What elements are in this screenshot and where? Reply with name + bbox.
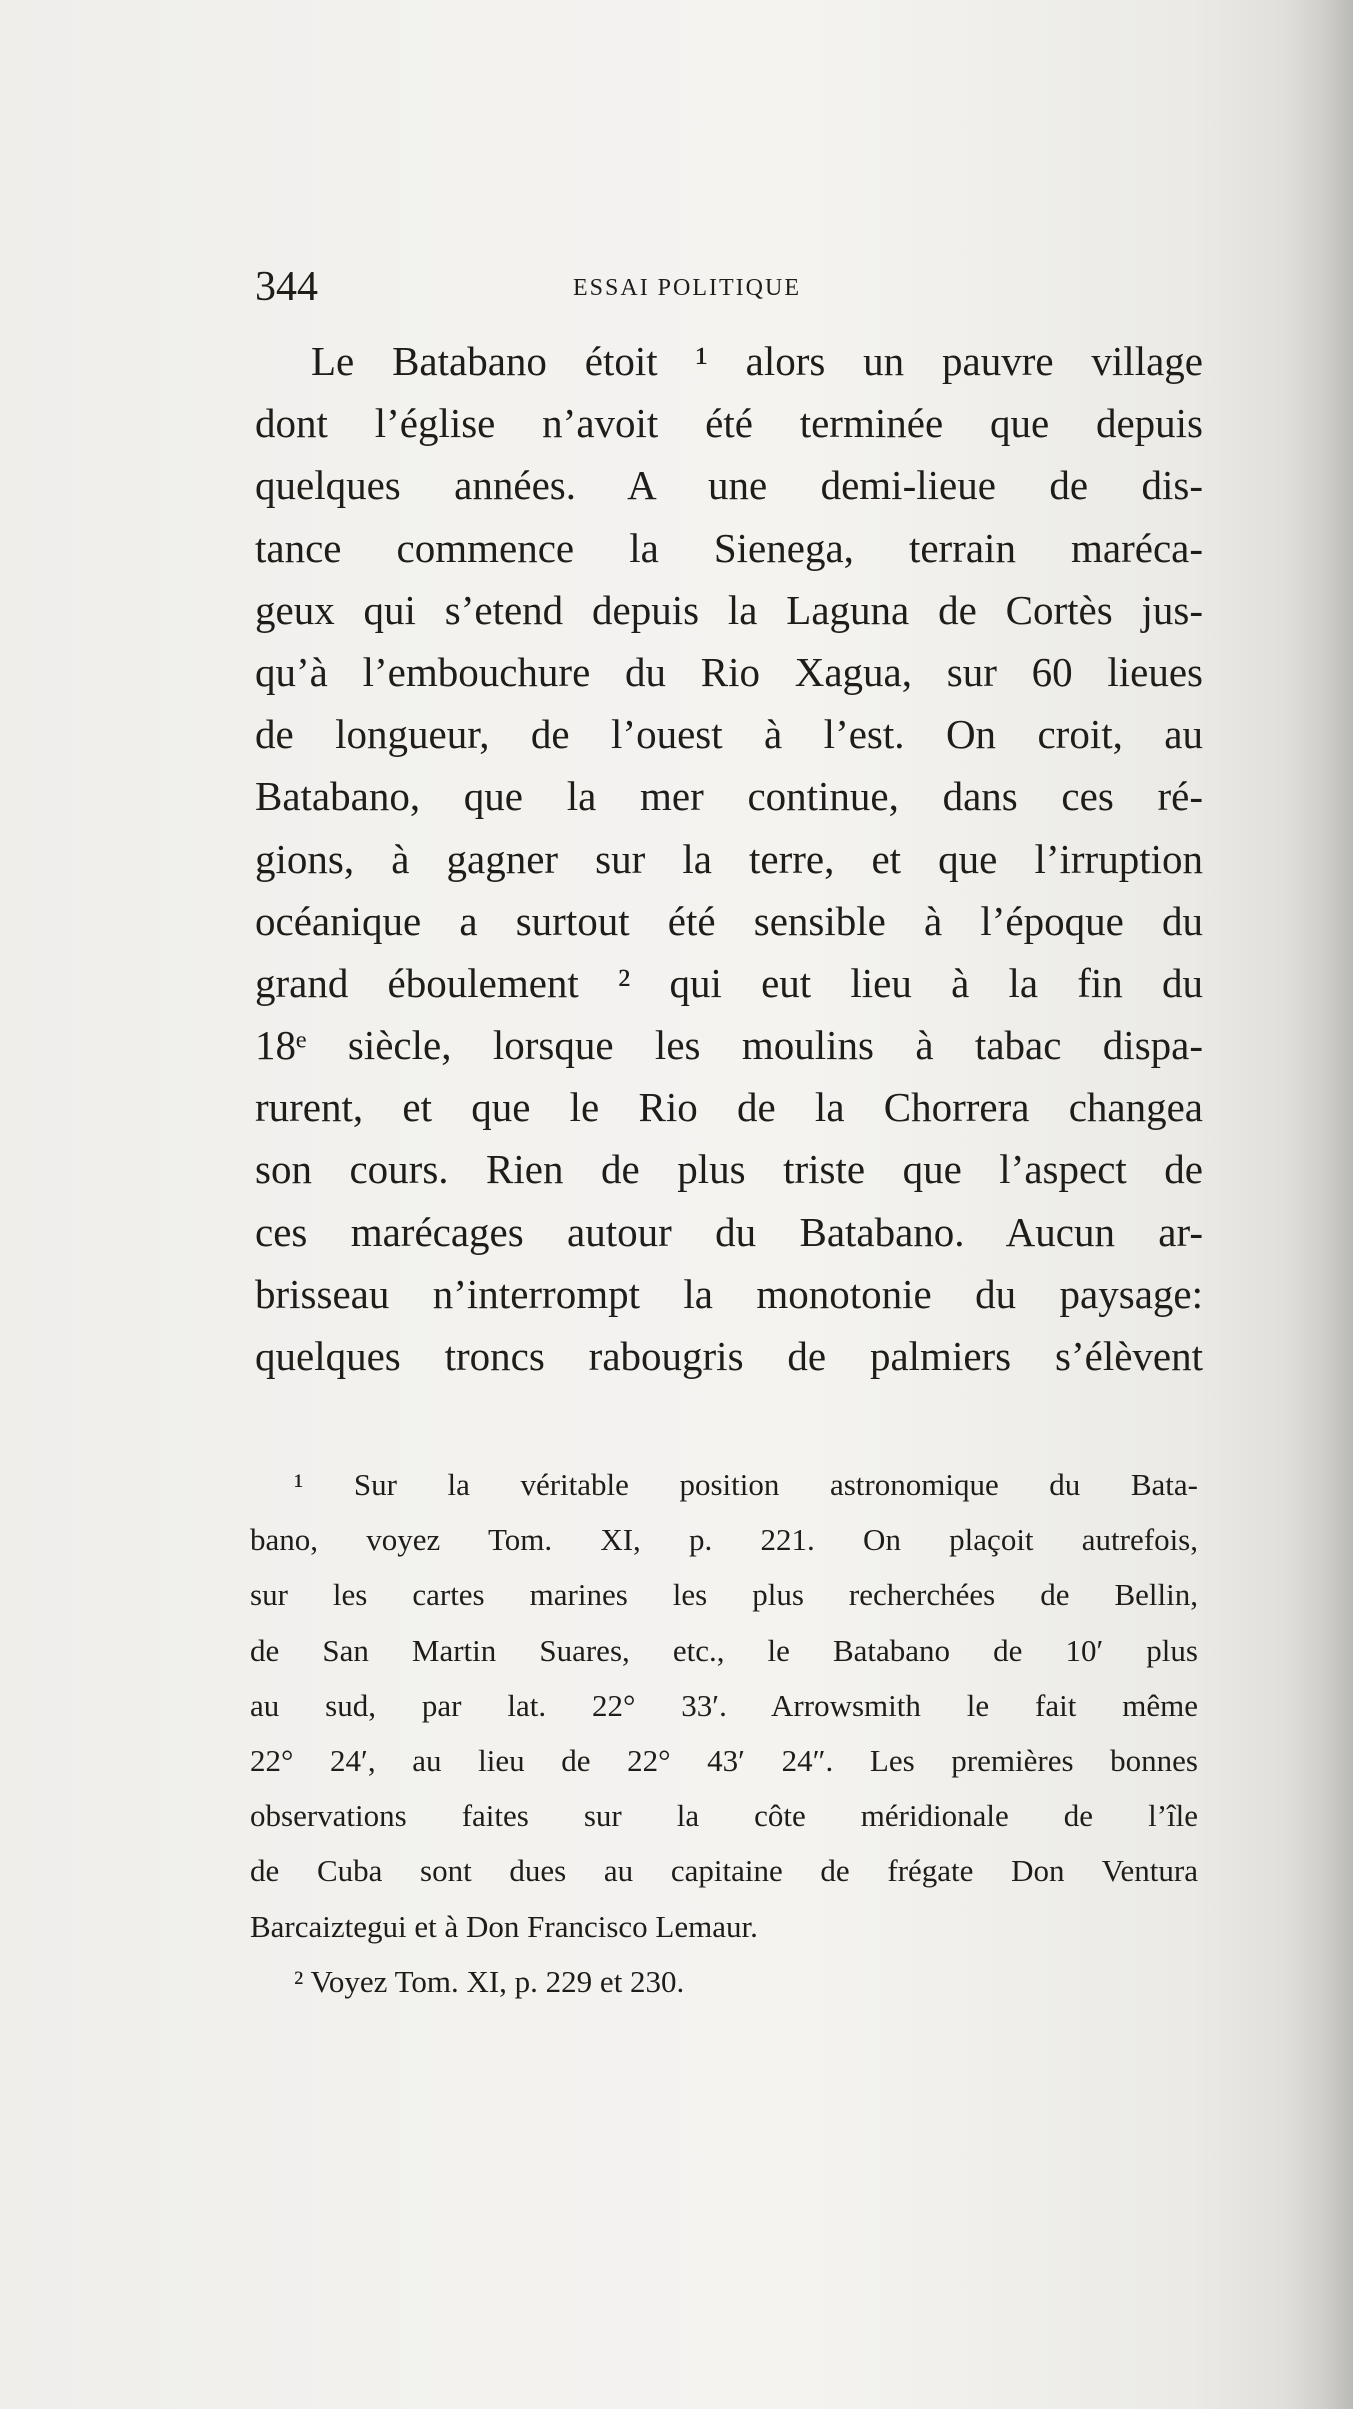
footnotes	[250, 1457, 1198, 2009]
body-line: dont l’église n’avoit été terminée que depuis	[255, 400, 1203, 447]
body-line: océanique a surtout été sensible à l’époque du	[255, 897, 1203, 944]
footnote-line: ¹ Sur la véritable position astronomique du Bata-	[294, 1467, 1198, 1502]
body-line: Batabano, que la mer continue, dans ces ré-	[255, 773, 1203, 820]
body-line: geux qui s’etend depuis la Laguna de Cortès jus-	[255, 586, 1203, 633]
footnote-line: Barcaiztegui et à Don Francisco Lemaur.	[250, 1908, 758, 1944]
page-edge-shadow	[1283, 0, 1353, 2409]
footnote-line: 22° 24′, au lieu de 22° 43′ 24″. Les premières bonnes	[250, 1742, 1198, 1778]
body-line: grand éboulement ² qui eut lieu à la fin du	[255, 959, 1203, 1006]
body-line: quelques troncs rabougris de palmiers s’élèvent	[255, 1333, 1203, 1379]
footnote-line: ² Voyez Tom. XI, p. 229 et 230.	[294, 1963, 685, 1999]
body-line: ces marécages autour du Batabano. Aucun ar-	[255, 1208, 1203, 1255]
body-line: brisseau n’interrompt la monotonie du paysage:	[255, 1270, 1203, 1317]
body-line: son cours. Rien de plus triste que l’aspect de	[255, 1146, 1203, 1193]
footnote-line: observations faites sur la côte méridionale de l’île	[250, 1798, 1198, 1834]
body-line: quelques années. A une demi-lieue de dis-	[255, 462, 1203, 509]
body-line: 18ᵉ siècle, lorsque les moulins à tabac dispa-	[255, 1022, 1203, 1069]
running-head: ESSAI POLITIQUE	[573, 275, 801, 301]
page-number: 344	[255, 264, 318, 310]
body-line: Le Batabano étoit ¹ alors un pauvre village	[311, 338, 1203, 384]
footnote-line: de San Martin Suares, etc., le Batabano de 10′ plus	[250, 1632, 1198, 1668]
footnote-line: bano, voyez Tom. XI, p. 221. On plaçoit autrefois,	[250, 1522, 1198, 1558]
footnote-line: de Cuba sont dues au capitaine de frégate Don Ventura	[250, 1853, 1198, 1889]
page-header	[255, 262, 1215, 312]
footnote-line: au sud, par lat. 22° 33′. Arrowsmith le fait même	[250, 1687, 1198, 1723]
body-text	[255, 330, 1203, 1387]
body-line: qu’à l’embouchure du Rio Xagua, sur 60 lieues	[255, 648, 1203, 695]
body-line: rurent, et que le Rio de la Chorrera changea	[255, 1084, 1203, 1131]
body-line: gions, à gagner sur la terre, et que l’irruption	[255, 835, 1203, 882]
footnote-line: sur les cartes marines les plus recherchées de Bellin,	[250, 1577, 1198, 1613]
body-line: de longueur, de l’ouest à l’est. On croit, au	[255, 711, 1203, 758]
body-line: tance commence la Sienega, terrain maréca-	[255, 524, 1203, 571]
